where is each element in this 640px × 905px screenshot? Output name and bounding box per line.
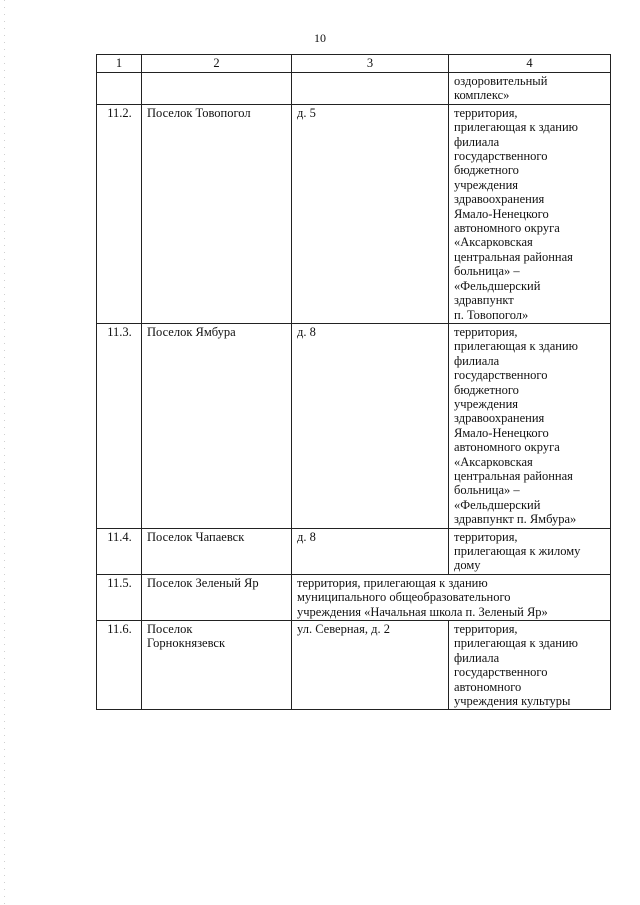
table-row [97, 323, 611, 528]
scan-edge-artifact [4, 0, 5, 905]
description-cell: территория, прилегающая к жилому дому [449, 528, 611, 574]
header-col-4: 4 [449, 55, 611, 73]
row-number: 11.3. [97, 323, 142, 528]
address-cell: д. 8 [292, 323, 449, 528]
header-row [97, 55, 611, 73]
description-cell: территория, прилегающая к зданию филиала государственного бюджетного учреждения здравоохранения Ямало-Ненецкого автономного округа «Аксарковская центральная районная больница» – «Фельдшерский здравпункт п. Товопогол» [449, 104, 611, 323]
document-table [96, 54, 611, 710]
address-cell: д. 8 [292, 528, 449, 574]
address-cell: ул. Северная, д. 2 [292, 621, 449, 710]
table-row [97, 104, 611, 323]
header-col-3: 3 [292, 55, 449, 73]
settlement-cell [142, 73, 292, 105]
settlement-cell: Поселок Товопогол [142, 104, 292, 323]
table-row [97, 73, 611, 105]
page-number: 10 [314, 31, 326, 45]
merged-description-cell: территория, прилегающая к зданию муниципального общеобразовательного учреждения «Начальная школа п. Зеленый Яр» [292, 574, 611, 620]
table-row [97, 621, 611, 710]
settlement-cell: Поселок Зеленый Яр [142, 574, 292, 620]
address-cell: д. 5 [292, 104, 449, 323]
address-cell [292, 73, 449, 105]
settlement-cell: Поселок Ямбура [142, 323, 292, 528]
row-number: 11.2. [97, 104, 142, 323]
description-cell: территория, прилегающая к зданию филиала государственного автономного учреждения культуры [449, 621, 611, 710]
settlement-cell: Поселок Чапаевск [142, 528, 292, 574]
row-number: 11.6. [97, 621, 142, 710]
header-col-1: 1 [97, 55, 142, 73]
row-number: 11.5. [97, 574, 142, 620]
settlement-cell: Поселок Горнокнязевск [142, 621, 292, 710]
description-cell: территория, прилегающая к зданию филиала государственного бюджетного учреждения здравоохранения Ямало-Ненецкого автономного округа «Аксарковская центральная районная больница» – «Фельдшерский здравпункт п. Ямбура» [449, 323, 611, 528]
row-number: 11.4. [97, 528, 142, 574]
description-cell: оздоровительный комплекс» [449, 73, 611, 105]
row-number [97, 73, 142, 105]
table-row [97, 528, 611, 574]
table-row [97, 574, 611, 620]
header-col-2: 2 [142, 55, 292, 73]
